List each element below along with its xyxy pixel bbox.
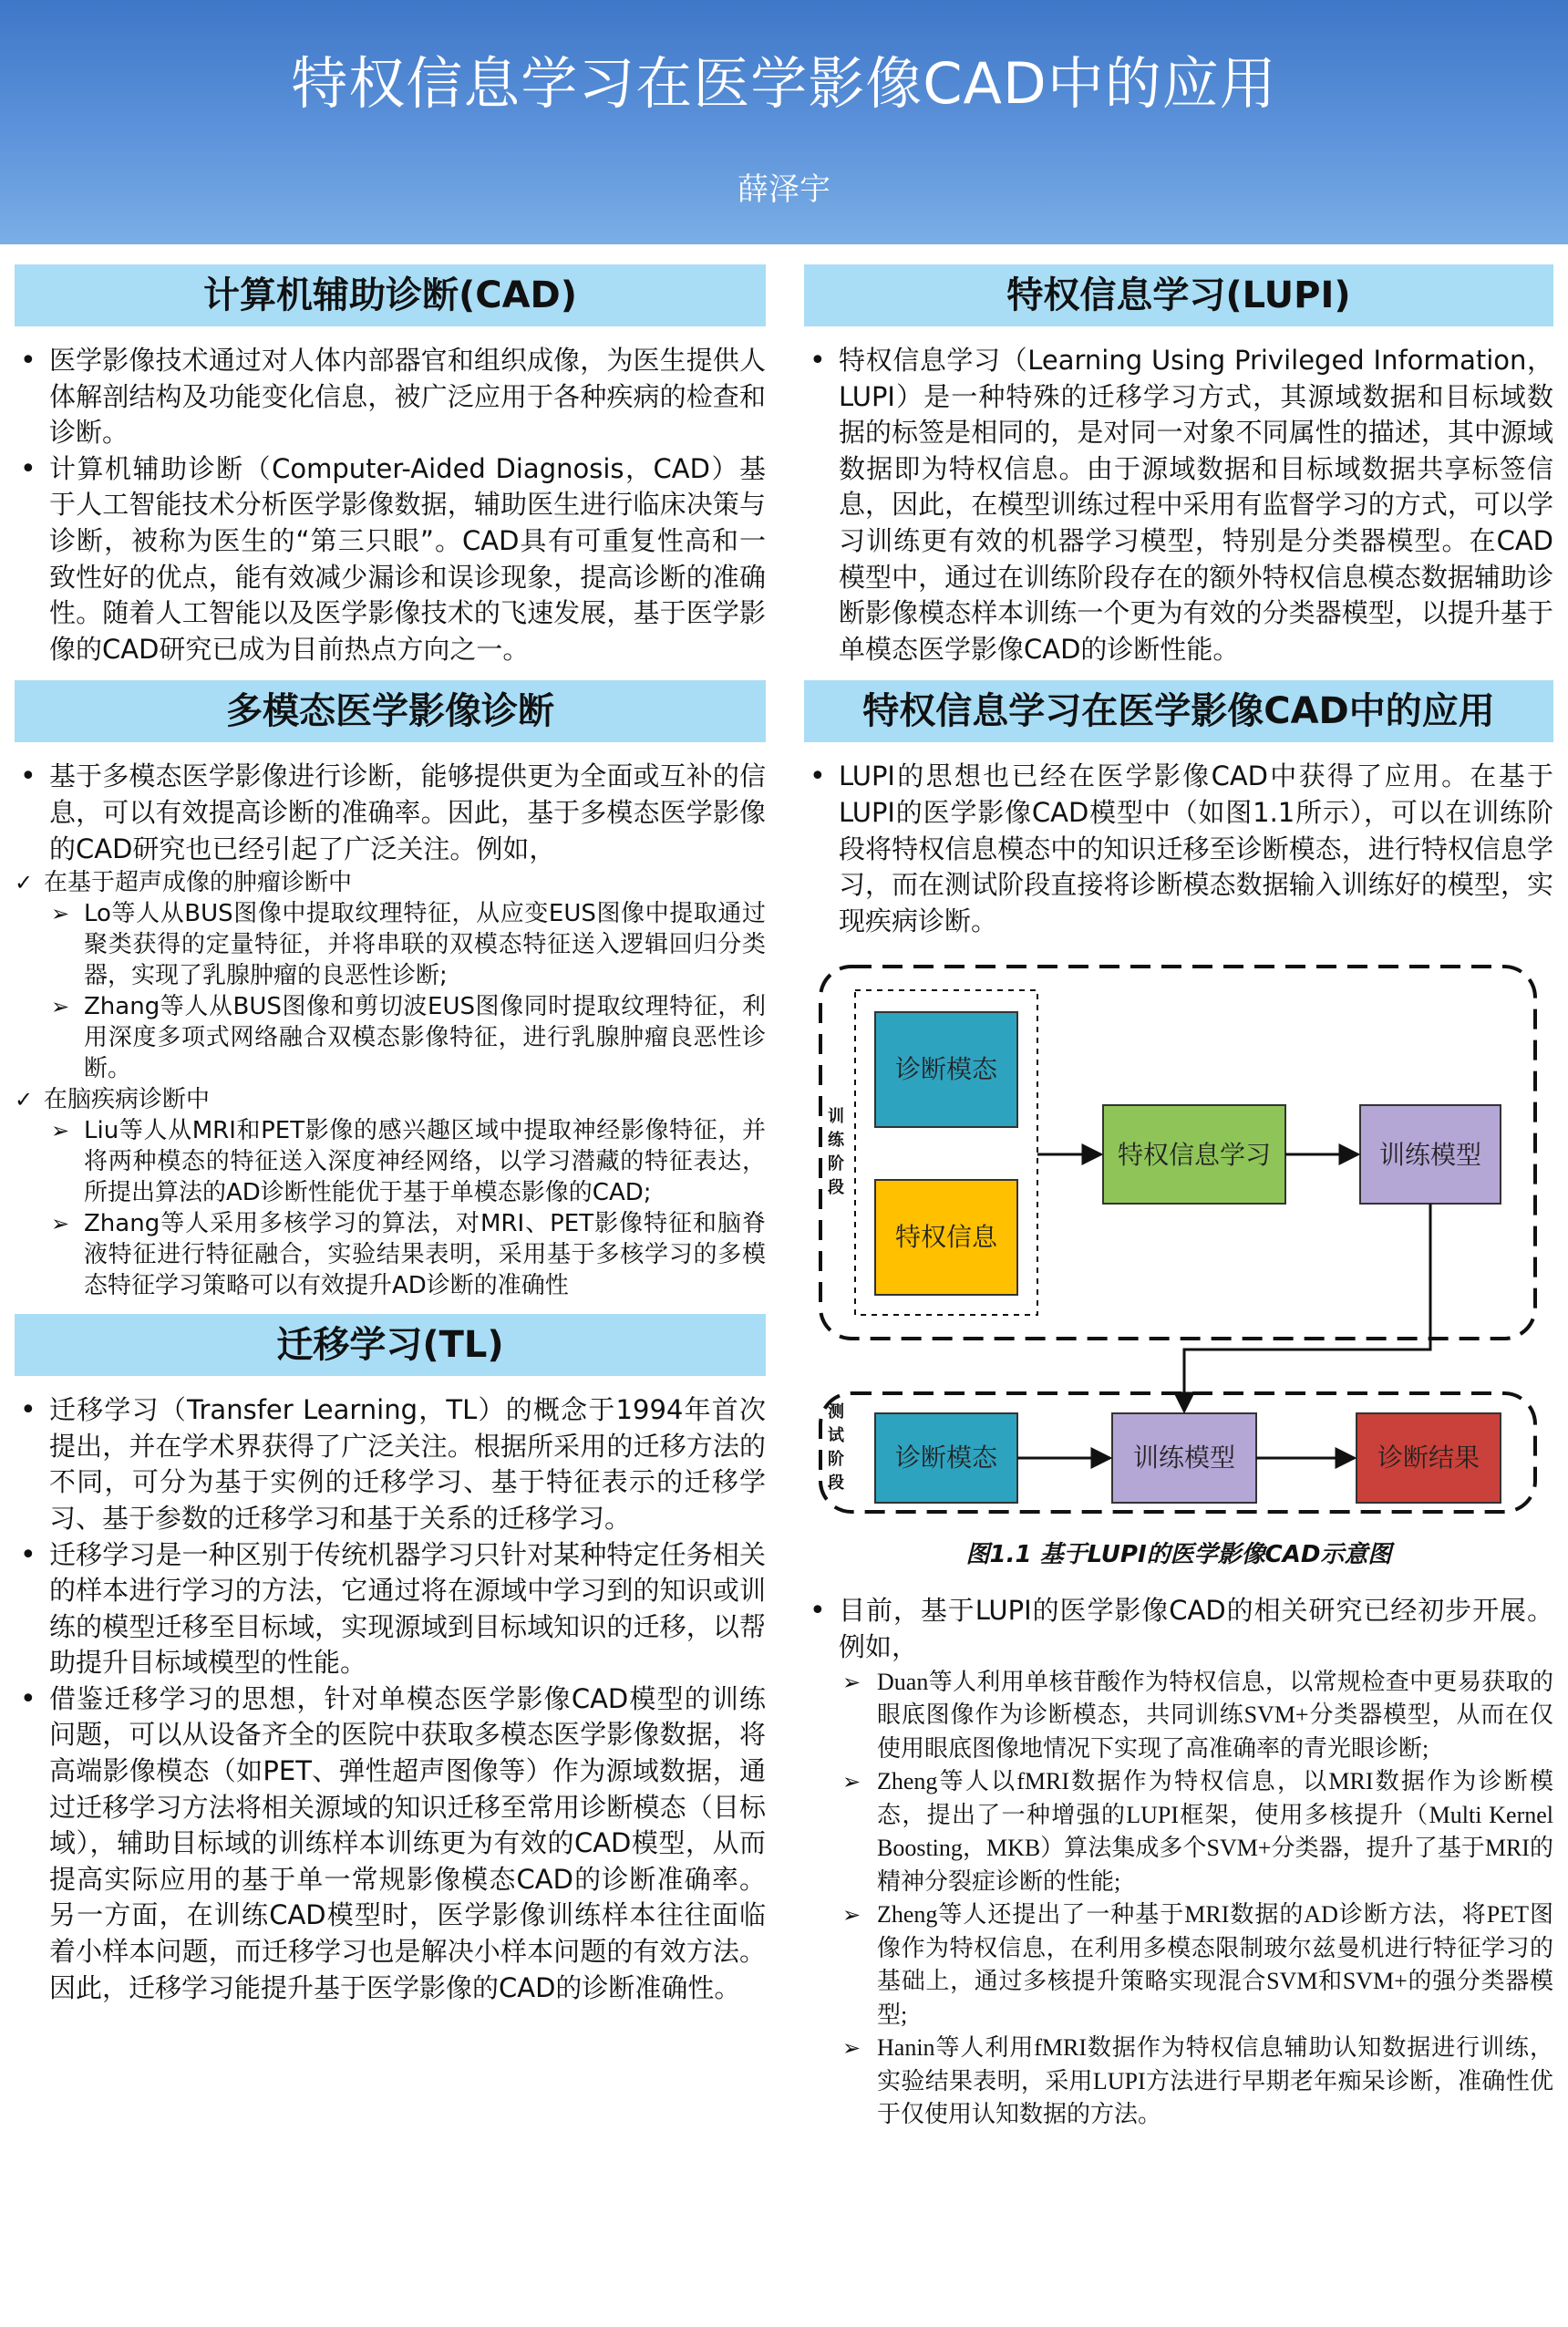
training-stage-label: 训 练 阶 段 (828, 1107, 844, 1198)
cad-bullets (15, 343, 766, 667)
arrow-item: ➢ Zhang等人采用多核学习的算法，对MRI、PET影像特征和脑脊液特征进行特征融合，实验结果表明，采用基于多核学习的多模态特征学习策略可以有效提升AD诊断的准确性 (15, 1208, 766, 1301)
poster-title: 特权信息学习在医学影像CAD中的应用 (291, 50, 1277, 117)
left-column (15, 264, 766, 2006)
arrow-item: ➢ Zheng等人还提出了一种基于MRI数据的AD诊断方法，将PET图像作为特权信息，在利用多模态限制玻尔兹曼机进行特征学习的基础上，通过多核提升策略实现混合SVM和SVM+的强分类器模型; (804, 1898, 1553, 2032)
test-train-model-label: 训练模型 (1132, 1443, 1236, 1474)
check-item: ✓ 在基于超声成像的肿瘤诊断中 (15, 867, 766, 898)
application-bullets-2 (804, 1593, 1553, 1665)
test-stage-label: 测 试 阶 段 (828, 1402, 844, 1494)
arrow-model-to-test (1184, 1204, 1430, 1412)
arrow-item: ➢ Lo等人从BUS图像中提取纹理特征，从应变EUS图像中提取通过聚类获得的定量特征，并将串联的双模态特征送入逻辑回归分类器，实现了乳腺肿瘤的良恶性诊断; (15, 898, 766, 991)
arrow-item: ➢ Duan等人利用单核苷酸作为特权信息，以常规检查中更易获取的眼底图像作为诊断模态，共同训练SVM+分类器模型，从而在仅使用眼底图像地情况下实现了高准确率的青光眼诊断; (804, 1666, 1553, 1766)
bullet-item: • 迁移学习是一种区别于传统机器学习只针对某种特定任务相关的样本进行学习的方法，它通过将在源域中学习到的知识或训练的模型迁移至目标域，实现源域到目标域知识的迁移，以帮助提升目标域模型的性能。 (15, 1537, 766, 1681)
bullet-item: • 目前，基于LUPI的医学影像CAD的相关研究已经初步开展。例如， (804, 1593, 1553, 1665)
section-heading-application: 特权信息学习在医学影像CAD中的应用 (804, 680, 1553, 742)
check-item: ✓ 在脑疾病诊断中 (15, 1084, 766, 1115)
multimodal-bullets (15, 759, 766, 867)
lupi-cad-diagram (804, 957, 1553, 1523)
test-diagnosis-modality-label: 诊断模态 (894, 1443, 998, 1474)
lupi-learning-label: 特权信息学习 (1117, 1140, 1272, 1171)
bullet-item: • 医学影像技术通过对人体内部器官和组织成像，为医生提供人体解剖结构及功能变化信息，被广泛应用于各种疾病的检查和诊断。 (15, 343, 766, 451)
section-heading-lupi: 特权信息学习(LUPI) (804, 264, 1553, 326)
bullet-item: • LUPI的思想也已经在医学影像CAD中获得了应用。在基于LUPI的医学影像CAD模型中（如图1.1所示），可以在训练阶段将特权信息模态中的知识迁移至诊断模态，进行特权信息学习，而在测试阶段直接将诊断模态数据输入训练好的模型，实现疾病诊断。 (804, 759, 1553, 939)
diagnosis-result-label: 诊断结果 (1377, 1443, 1480, 1474)
bullet-item: • 计算机辅助诊断（Computer-Aided Diagnosis，CAD）基于人工智能技术分析医学影像数据，辅助医生进行临床决策与诊断，被称为医生的“第三只眼”。CAD具有可重复性高和一致性好的优点，能有效减少漏诊和误诊现象，提高诊断的准确性。随着人工智能以及医学影像技术的飞速发展，基于医学影像的CAD研究已成为目前热点方向之一。 (15, 451, 766, 668)
privileged-info-label: 特权信息 (894, 1222, 998, 1253)
bullet-item: • 迁移学习（Transfer Learning，TL）的概念于1994年首次提出，并在学术界获得了广泛关注。根据所采用的迁移方法的不同，可分为基于实例的迁移学习、基于特征表示的迁移学习、基于参数的迁移学习和基于关系的迁移学习。 (15, 1392, 766, 1536)
figure-caption: 图1.1 基于LUPI的医学影像CAD示意图 (965, 1541, 1392, 1569)
bullet-item: • 借鉴迁移学习的思想，针对单模态医学影像CAD模型的训练问题，可以从设备齐全的医院中获取多模态医学影像数据，将高端影像模态（如PET、弹性超声图像等）作为源域数据，通过迁移学习方法将相关源域的知识迁移至常用诊断模态（目标域），辅助目标域的训练样本训练更为有效的CAD模型，从而提高实际应用的基于单一常规影像模态CAD的诊断准确率。另一方面，在训练CAD模型时，医学影像训练样本往往面临着小样本问题，而迁移学习也是解决小样本问题的有效方法。因此，迁移学习能提升基于医学影像的CAD的诊断准确性。 (15, 1681, 766, 2006)
poster-author: 薛泽宇 (738, 171, 830, 208)
train-model-label: 训练模型 (1378, 1140, 1482, 1171)
arrow-item: ➢ Zhang等人从BUS图像和剪切波EUS图像同时提取纹理特征，利用深度多项式网络融合双模态影像特征，进行乳腺肿瘤良恶性诊断。 (15, 991, 766, 1084)
arrow-item: ➢ Hanin等人利用fMRI数据作为特权信息辅助认知数据进行训练，实验结果表明，采用LUPI方法进行早期老年痴呆诊断，准确性优于仅使用认知数据的方法。 (804, 2032, 1553, 2132)
right-column (804, 264, 1553, 2132)
arrow-item: ➢ Liu等人从MRI和PET影像的感兴趣区域中提取神经影像特征，并将两种模态的特征送入深度神经网络，以学习潜藏的特征表达，所提出算法的AD诊断性能优于基于单模态影像的CAD; (15, 1115, 766, 1208)
section-heading-cad: 计算机辅助诊断(CAD) (15, 264, 766, 326)
bullet-item: • 特权信息学习（Learning Using Privileged Information，LUPI）是一种特殊的迁移学习方式，其源域数据和目标域数据的标签是相同的，是对同一对象不同属性的描述，其中源域数据即为特权信息。由于源域数据和目标域数据共享标签信息，因此，在模型训练过程中采用有监督学习的方式，可以学习训练更有效的机器学习模型，特别是分类器模型。在CAD模型中，通过在训练阶段存在的额外特权信息模态数据辅助诊断影像模态样本训练一个更为有效的分类器模型，以提升基于单模态医学影像CAD的诊断性能。 (804, 343, 1553, 667)
lupi-bullets (804, 343, 1553, 667)
bullet-item: • 基于多模态医学影像进行诊断，能够提供更为全面或互补的信息，可以有效提高诊断的准确率。因此，基于多模态医学影像的CAD研究也已经引起了广泛关注。例如， (15, 759, 766, 867)
diagnosis-modality-label: 诊断模态 (894, 1054, 998, 1085)
arrow-item: ➢ Zheng等人以fMRI数据作为特权信息，以MRI数据作为诊断模态，提出了一种增强的LUPI框架，使用多核提升（Multi Kernel Boosting，MKB）算法集成多个SVM+分类器，提升了基于MRI的精神分裂症诊断的性能; (804, 1765, 1553, 1898)
section-heading-tl: 迁移学习(TL) (15, 1314, 766, 1376)
title-banner (0, 0, 1568, 244)
tl-bullets (15, 1392, 766, 2006)
section-heading-multimodal: 多模态医学影像诊断 (15, 680, 766, 742)
application-bullets (804, 759, 1553, 939)
